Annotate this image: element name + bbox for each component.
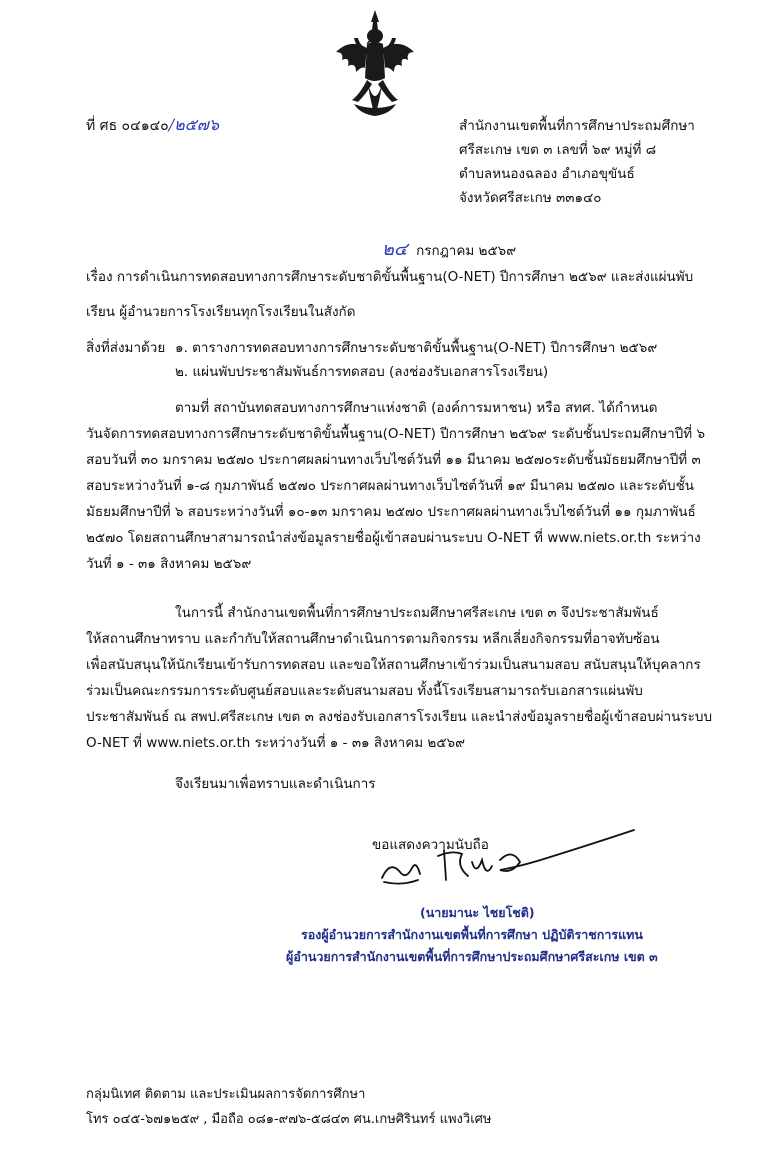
document-number-prefix: ที่ ศธ ๐๔๑๔๐ (86, 118, 169, 134)
paragraph-1-line: ตามที่ สถาบันทดสอบทางการศึกษาแห่งชาติ (องค์การมหาชน) หรือ สทศ. ได้กำหนด (175, 400, 658, 416)
date-day-handwritten: ๒๔ (382, 239, 408, 260)
document-number-handwritten: /๒๕๗๖ (168, 115, 219, 134)
handwritten-signature (372, 820, 662, 900)
paragraph-2-line: ให้สถานศึกษาทราบ และกำกับให้สถานศึกษาดำเนินการตามกิจกรรม หลีกเลี่ยงกิจกรรมที่อาจทับซ้อน (86, 631, 660, 647)
signer-name: (นายมานะ ไชยโชติ) (420, 905, 535, 920)
paragraph-1-line: วันที่ ๑ - ๓๑ สิงหาคม ๒๕๖๙ (86, 556, 252, 572)
paragraph-1-line: มัธยมศึกษาปีที่ ๖ สอบระหว่างวันที่ ๑๐-๑๓ มกราคม ๒๕๗๐ ประกาศผลผ่านทางเว็บไซต์วันที่ ๑๑ กุมภาพันธ์ (86, 504, 696, 520)
paragraph-1-line: วันจัดการทดสอบทางการศึกษาระดับชาติขั้นพื้นฐาน(O-NET) ปีการศึกษา ๒๕๖๙ ระดับชั้นประถมศึกษาปีที่ ๖ (86, 426, 706, 442)
document-number (86, 113, 219, 138)
paragraph-2-line: ร่วมเป็นคณะกรรมการระดับศูนย์สอบและระดับสนามสอบ ทั้งนี้โรงเรียนสามารถรับเอกสารแผ่นพับ (86, 683, 643, 699)
paragraph-2-line: O-NET ที่ www.niets.or.th ระหว่างวันที่ ๑ - ๓๑ สิงหาคม ๒๕๖๙ (86, 735, 466, 751)
footer-department: กลุ่มนิเทศ ติดตาม และประเมินผลการจัดการศึกษา (86, 1087, 366, 1102)
office-address-line-2: ศรีสะเกษ เขต ๓ เลขที่ ๖๙ หมู่ที่ ๘ (459, 142, 657, 158)
paragraph-2-line: ประชาสัมพันธ์ ณ สพป.ศรีสะเกษ เขต ๓ ลงช่องรับเอกสารโรงเรียน และนำส่งข้อมูลรายชื่อผู้เข้าสอบผ่านระบบ (86, 709, 713, 725)
enclosures-label: สิ่งที่ส่งมาด้วย (86, 340, 166, 356)
closing-line: จึงเรียนมาเพื่อทราบและดำเนินการ (175, 776, 376, 792)
footer-phone: โทร ๐๔๕-๖๗๑๒๕๙ , มือถือ ๐๘๑-๙๗๖-๕๘๔๓ ศน.เกษศิรินทร์ แพงวิเศษ (86, 1112, 492, 1127)
office-address-line-4: จังหวัดศรีสะเกษ ๓๓๑๔๐ (459, 190, 602, 206)
paragraph-1-line: ๒๕๗๐ โดยสถานศึกษาสามารถนำส่งข้อมูลรายชื่อผู้เข้าสอบผ่านระบบ O-NET ที่ www.niets.or.th ระหว่าง (86, 530, 701, 546)
office-address-line-1: สำนักงานเขตพื้นที่การศึกษาประถมศึกษา (459, 118, 695, 134)
paragraph-2-line: เพื่อสนับสนุนให้นักเรียนเข้ารับการทดสอบ และขอให้สถานศึกษาเข้าร่วมเป็นสนามสอบ สนับสนุนให้บุคลากร (86, 657, 701, 673)
signer-position-line-2: ผู้อำนวยการสำนักงานเขตพื้นที่การศึกษาประถมศึกษาศรีสะเกษ เขต ๓ (286, 949, 658, 964)
enclosure-item: ๒. แผ่นพับประชาสัมพันธ์การทดสอบ (ลงช่องรับเอกสารโรงเรียน) (175, 364, 549, 380)
subject-line: เรื่อง การดำเนินการทดสอบทางการศึกษาระดับชาติขั้นพื้นฐาน(O-NET) ปีการศึกษา ๒๕๖๙ และส่งแผ่นพับ (86, 269, 694, 285)
garuda-emblem-icon (330, 8, 420, 120)
office-address-line-3: ตำบลหนองฉลอง อำเภอขุขันธ์ (459, 166, 635, 182)
paragraph-1-line: สอบระหว่างวันที่ ๑-๘ กุมภาพันธ์ ๒๕๗๐ ประกาศผลผ่านทางเว็บไซต์วันที่ ๑๙ มีนาคม ๒๕๗๐ และระดับชั้น (86, 478, 695, 494)
paragraph-2-line: ในการนี้ สำนักงานเขตพื้นที่การศึกษาประถมศึกษาศรีสะเกษ เขต ๓ จึงประชาสัมพันธ์ (175, 605, 659, 621)
date-month-year: กรกฎาคม ๒๕๖๙ (416, 243, 517, 259)
paragraph-1-line: สอบวันที่ ๓๐ มกราคม ๒๕๗๐ ประกาศผลผ่านทางเว็บไซต์วันที่ ๑๑ มีนาคม ๒๕๗๐ระดับชั้นมัธยมศึกษาปีที่ ๓ (86, 452, 701, 468)
signer-position-line-1: รองผู้อำนวยการสำนักงานเขตพื้นที่การศึกษา ปฏิบัติราชการแทน (301, 927, 643, 942)
regards-text: ขอแสดงความนับถือ (372, 837, 489, 853)
letter-date (382, 234, 516, 263)
enclosure-item: ๑. ตารางการทดสอบทางการศึกษาระดับชาติขั้นพื้นฐาน(O-NET) ปีการศึกษา ๒๕๖๙ (175, 340, 658, 356)
recipient-line: เรียน ผู้อำนวยการโรงเรียนทุกโรงเรียนในสังกัด (86, 304, 356, 320)
